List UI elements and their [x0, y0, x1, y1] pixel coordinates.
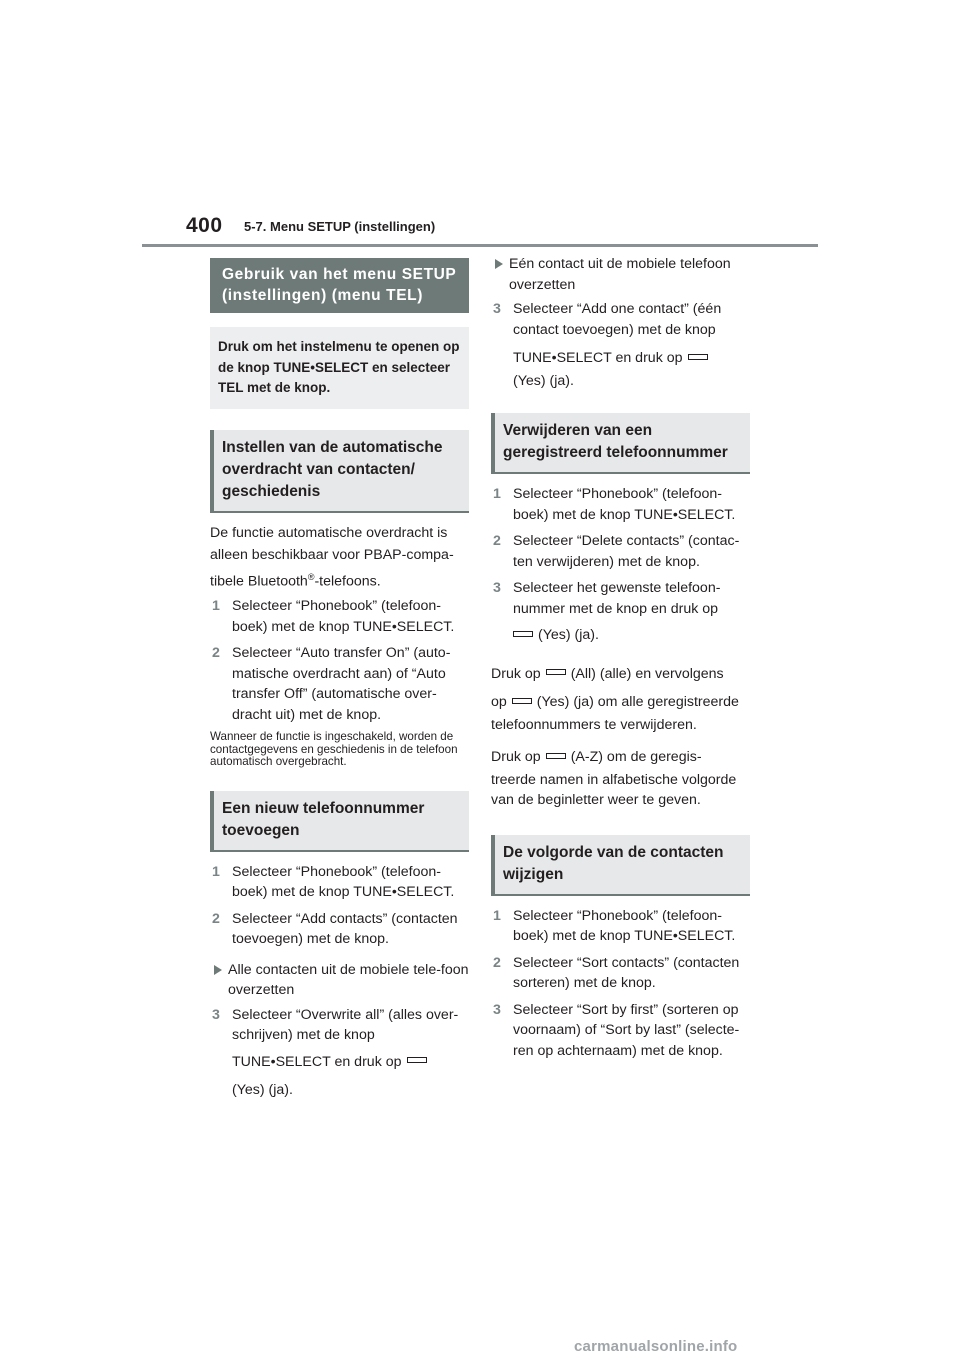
step-number: 3	[493, 580, 501, 596]
step-item	[491, 1000, 750, 1062]
right-column	[491, 254, 750, 1061]
step-continuation: TUNE•SELECT en druk op	[210, 1052, 469, 1073]
registered-mark: ®	[307, 571, 315, 582]
section-heading-add-number: Een nieuw telefoonnummer toevoegen	[210, 791, 469, 852]
step-number: 3	[212, 1006, 220, 1023]
left-column	[210, 258, 469, 1101]
sub-heading-transfer-all: Alle contacten uit de mobiele tele-foon overzetten	[210, 960, 469, 1001]
step-item	[491, 299, 750, 340]
step-item	[491, 531, 750, 572]
triangle-bullet-icon	[214, 965, 222, 975]
step-item	[491, 953, 750, 994]
step-item	[210, 643, 469, 725]
button-symbol-icon	[546, 753, 566, 759]
step-text: Selecteer “Sort by first” (sorteren op voornaam) of “Sort by last” (selecte-ren op achternaam) met de knop.	[513, 1001, 740, 1059]
step-item	[491, 484, 750, 525]
chapter-title: 5-7. Menu SETUP (instellingen)	[244, 219, 436, 234]
step-text: Selecteer het gewenste telefoon-nummer met de knop en druk op	[513, 580, 721, 617]
button-symbol-icon	[407, 1057, 427, 1063]
button-symbol-icon	[512, 698, 532, 704]
step-number: 1	[212, 598, 220, 615]
header-divider	[142, 244, 818, 247]
section-heading-sort-contacts: De volgorde van de contacten wijzigen	[491, 835, 750, 896]
step-item	[210, 909, 469, 950]
sub-heading-transfer-one: Eén contact uit de mobiele telefoon overzetten	[491, 254, 750, 295]
step-number: 1	[212, 863, 220, 880]
step-number: 2	[212, 910, 220, 927]
step-number: 1	[493, 907, 501, 924]
button-symbol-icon	[546, 669, 566, 675]
intro-note: Druk om het instelmenu te openen op de knop TUNE•SELECT en selecteer TEL met de knop.	[210, 327, 469, 409]
step-number: 2	[493, 954, 501, 971]
step-text: Selecteer “Auto transfer On” (auto-matische overdracht aan) of “Auto transfer Off” (automatische over-dracht uit) met de knop.	[232, 645, 451, 723]
step-number: 3	[493, 301, 501, 317]
step-text: Selecteer “Overwrite all” (alles over-schrijven) met de knop	[232, 1006, 459, 1044]
step-item	[210, 862, 469, 903]
step-continuation: TUNE•SELECT en druk op	[491, 348, 750, 369]
step-number: 3	[493, 1001, 501, 1018]
section-heading-delete-number: Verwijderen van een geregistreerd telefoonnummer	[491, 413, 750, 474]
auto-transfer-note: Wanneer de functie is ingeschakeld, worden de contactgegevens en geschiedenis in de telefoon automatisch overgebracht.	[210, 730, 458, 769]
step-continuation: (Yes) (ja).	[491, 625, 750, 646]
sort-az-paragraph: Druk op (A-Z) om de geregis-	[491, 749, 702, 765]
page-number: 400	[186, 214, 223, 237]
step-text: Selecteer “Add contacts” (contacten toevoegen) met de knop.	[232, 910, 458, 948]
sort-az-paragraph-cont: treerde namen in alfabetische volgorde van de beginletter weer te geven.	[491, 771, 737, 808]
step-text: Selecteer “Phonebook” (telefoon-boek) met de knop TUNE•SELECT.	[513, 907, 736, 944]
step-text: Selecteer “Delete contacts” (contac-ten verwijderen) met de knop.	[513, 533, 740, 570]
step-text: Selecteer “Add one contact” (één contact toevoegen) met de knop	[513, 301, 722, 338]
step-text: Selecteer “Sort contacts” (contacten sorteren) met de knop.	[513, 954, 740, 991]
button-symbol-icon	[688, 354, 708, 360]
step-number: 2	[493, 533, 501, 549]
step-item	[210, 596, 469, 637]
delete-all-paragraph-end: telefoonnummers te verwijderen.	[491, 716, 697, 733]
section-heading-auto-transfer: Instellen van de automatische overdracht van contacten/ geschiedenis	[210, 430, 469, 513]
auto-transfer-steps	[210, 596, 469, 725]
step-continuation: (Yes) (ja).	[513, 372, 574, 389]
step-item	[491, 578, 750, 619]
step-text: Selecteer “Phonebook” (telefoon-boek) met de knop TUNE•SELECT.	[232, 598, 455, 635]
watermark: carmanualsonline.info	[574, 1338, 738, 1355]
section-heading-tel-menu: Gebruik van het menu SETUP (instellingen) (menu TEL)	[210, 258, 469, 313]
step-text: Selecteer “Phonebook” (telefoon-boek) met de knop TUNE•SELECT.	[513, 486, 736, 523]
step-item	[210, 1005, 469, 1046]
step-text: Selecteer “Phonebook” (telefoon-boek) met de knop TUNE•SELECT.	[232, 863, 455, 901]
button-symbol-icon	[513, 631, 533, 637]
step-number: 2	[212, 645, 220, 662]
delete-all-paragraph: Druk op (All) (alle) en vervolgens	[491, 665, 724, 682]
triangle-bullet-icon	[495, 259, 503, 269]
step-item	[491, 906, 750, 947]
delete-all-paragraph-cont: op (Yes) (ja) om alle geregistreerde	[491, 694, 739, 710]
auto-transfer-paragraph: De functie automatische overdracht is alleen beschikbaar voor PBAP-compa-tibele Bluetooth®-telefoons.	[210, 524, 454, 590]
step-continuation: (Yes) (ja).	[232, 1082, 293, 1099]
step-number: 1	[493, 486, 501, 502]
